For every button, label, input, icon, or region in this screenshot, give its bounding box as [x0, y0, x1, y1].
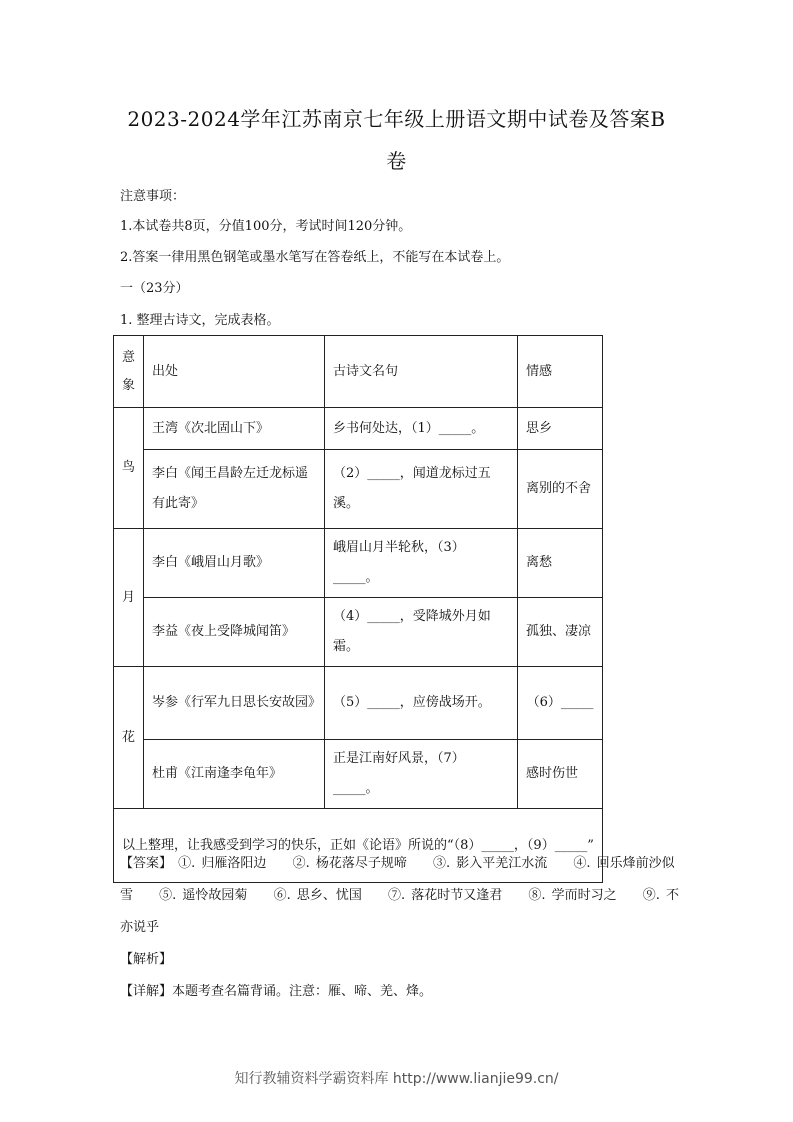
image-cell-moon: 月 — [114, 529, 144, 667]
table-row — [114, 529, 603, 598]
analysis-detail: 【详解】本题考查名篇背诵。注意：雁、啼、羌、烽。 — [120, 984, 433, 999]
emotion-cell: 离愁 — [518, 529, 603, 598]
source-cell: 杜甫《江南逢李龟年》 — [144, 740, 325, 809]
answer-item: ⑨. 不亦说乎 — [120, 888, 680, 935]
header-line: 古诗文名句 — [325, 336, 518, 408]
footer-watermark: 知行教辅资料学霸资料库 http://www.lianjie99.cn/ — [234, 1071, 559, 1087]
header-image: 意象 — [114, 336, 144, 408]
notice-item-1: 1.本试卷共8页，分值100分，考试时间120分钟。 — [120, 219, 412, 234]
line-cell: 乡书何处达，（1）_____。 — [325, 408, 518, 450]
header-emotion: 情感 — [518, 336, 603, 408]
line-cell: （2）_____，闻道龙标过五溪。 — [325, 450, 518, 529]
answer-item: ④. 回乐烽前沙似雪 — [120, 856, 675, 903]
emotion-cell: 孤独、凄凉 — [518, 598, 603, 667]
line-cell: 峨眉山月半轮秋，（3）_____。 — [325, 529, 518, 598]
section-heading: 一（23分） — [120, 281, 189, 296]
title-line-1: 2023-2024学年江苏南京七年级上册语文期中试卷及答案B — [127, 107, 666, 131]
emotion-cell: 思乡 — [518, 408, 603, 450]
table-row — [114, 598, 603, 667]
line-cell: （5）_____，应傍战场开。 — [325, 667, 518, 740]
table-row — [114, 740, 603, 809]
answer-item: ⑦. 落花时节又逢君 — [387, 888, 503, 903]
analysis-label: 【解析】 — [120, 952, 173, 967]
answer-item: ⑤. 遥怜故园菊 — [159, 888, 248, 903]
table-header-row — [114, 336, 603, 408]
answer-item: ⑧. 学而时习之 — [528, 888, 617, 903]
line-cell: （4）_____，受降城外月如霜。 — [325, 598, 518, 667]
table-row — [114, 450, 603, 529]
answer-item: ⑥. 思乡、忧国 — [273, 888, 362, 903]
source-cell: 岑参《行军九日思长安故园》 — [144, 667, 325, 740]
table-row — [114, 408, 603, 450]
title-line-2: 卷 — [386, 149, 407, 173]
poem-table — [113, 335, 603, 883]
answer-block — [120, 848, 680, 1008]
question-1: 1. 整理古诗文，完成表格。 — [120, 313, 280, 328]
source-cell: 李益《夜上受降城闻笛》 — [144, 598, 325, 667]
document-title — [100, 98, 693, 182]
source-cell: 李白《峨眉山月歌》 — [144, 529, 325, 598]
summary-cell: 以上整理，让我感受到学习的快乐，正如《论语》所说的“（8）_____，（9）_____” — [114, 809, 603, 883]
notice-item-2: 2.答案一律用黑色钢笔或墨水笔写在答卷纸上，不能写在本试卷上。 — [120, 250, 510, 265]
emotion-cell: 离别的不舍 — [518, 450, 603, 529]
answer-item: ③. 影入平羌江水流 — [432, 856, 548, 871]
emotion-cell: 感时伤世 — [518, 740, 603, 809]
image-cell-flower: 花 — [114, 667, 144, 809]
header-source: 出处 — [144, 336, 325, 408]
answer-item: ②. 杨花落尽子规啼 — [292, 856, 407, 871]
source-cell: 王湾《次北固山下》 — [144, 408, 325, 450]
answer-item: ①. 归雁洛阳边 — [178, 856, 267, 871]
line-cell: 正是江南好风景，（7）_____。 — [325, 740, 518, 809]
answer-label: 【答案】 — [120, 856, 173, 871]
table-row — [114, 667, 603, 740]
source-cell: 李白《闻王昌龄左迁龙标遥有此寄》 — [144, 450, 325, 529]
image-cell-bird: 鸟 — [114, 408, 144, 529]
notice-heading: 注意事项： — [120, 189, 186, 204]
emotion-cell: （6）_____ — [518, 667, 603, 740]
